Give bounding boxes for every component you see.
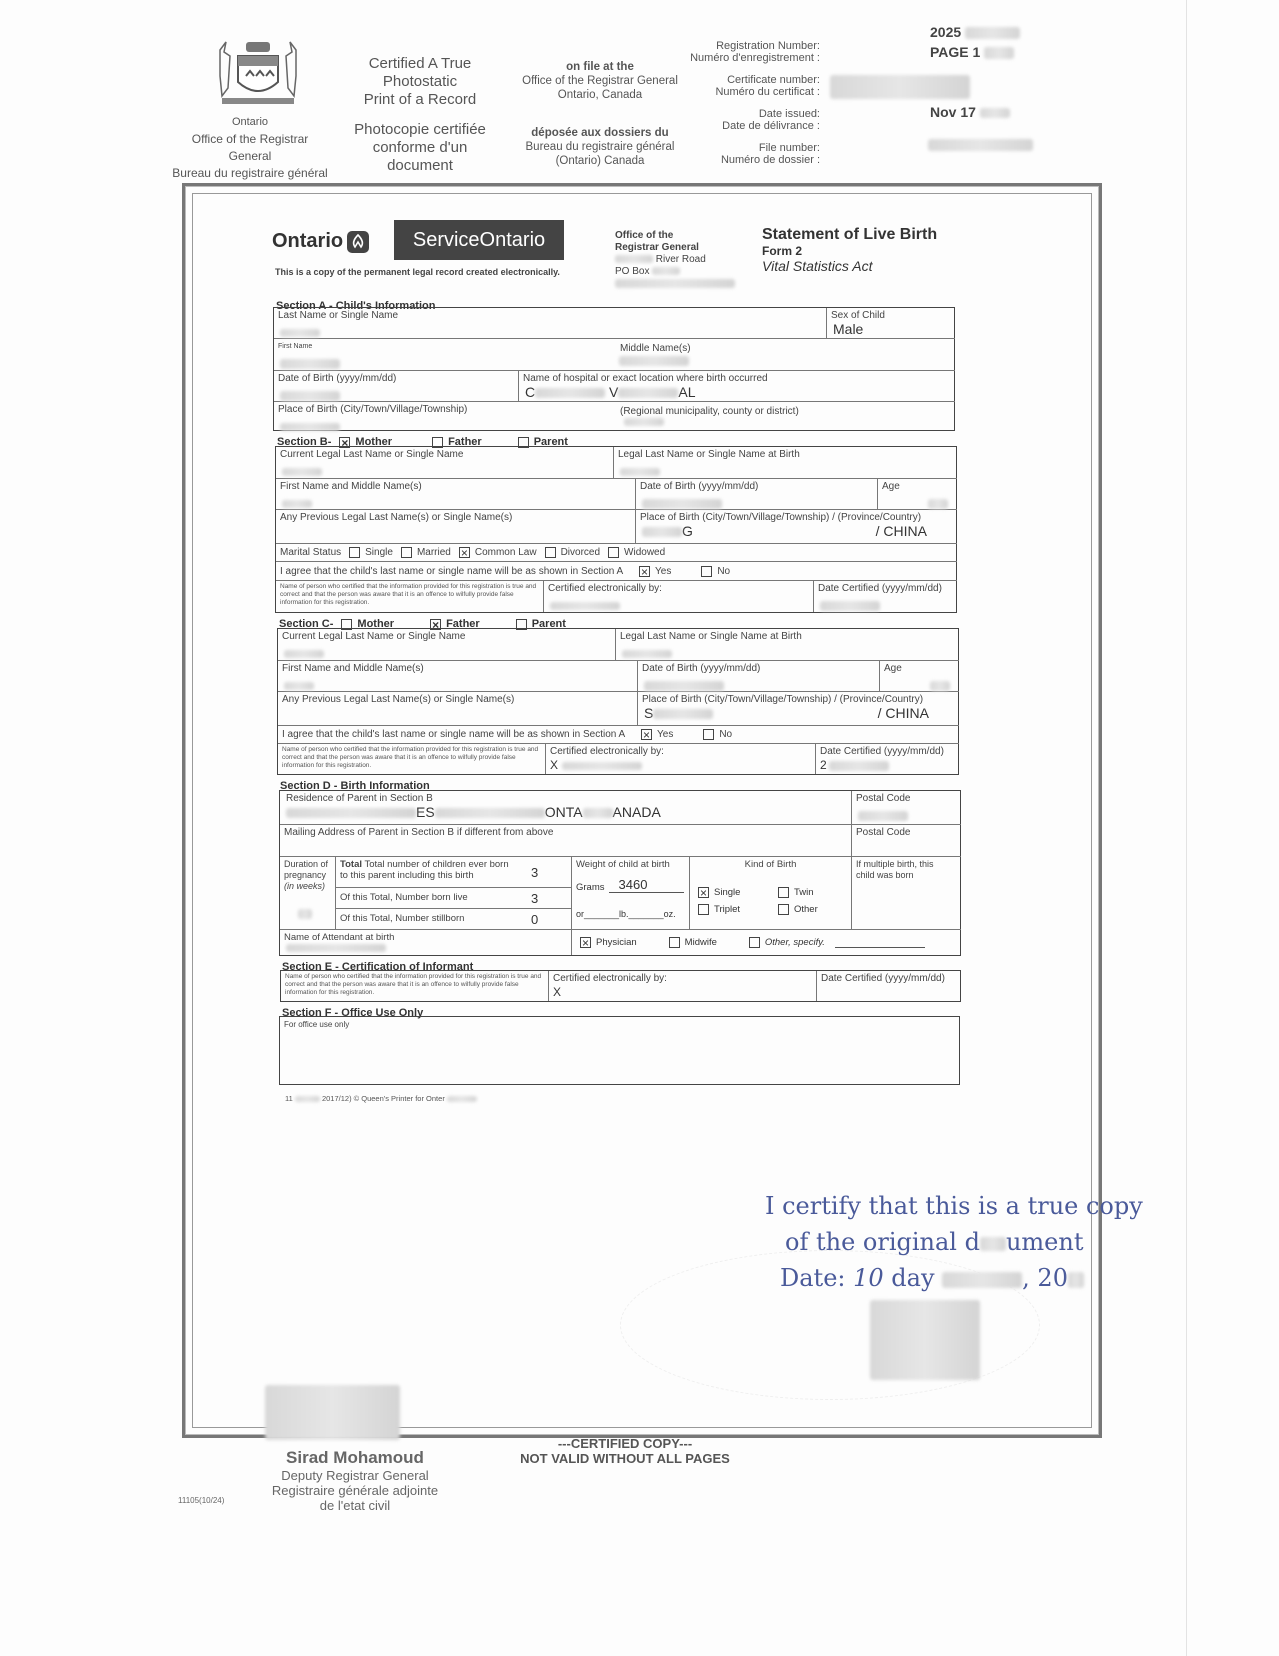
section-c-father-label: Father	[446, 618, 480, 630]
total-children-label-1: Total Total number of children ever born	[340, 859, 509, 870]
section-b-father-label: Father	[448, 436, 482, 448]
on-file-line-2: Office of the Registrar General	[522, 75, 678, 87]
mailing-address-label: Mailing Address of Parent in Section B if different from above	[284, 827, 554, 838]
attendant-value	[286, 944, 386, 952]
father-dob-value	[644, 681, 724, 691]
certified-fr-line-2: conforme d'un document	[372, 139, 468, 174]
certified-line-1: Certified A True	[368, 55, 472, 72]
certified-fr-line-1: Photocopie certifiée	[354, 121, 486, 138]
certificate-number-value	[830, 75, 970, 99]
lb-oz-line: or_______lb._______oz.	[576, 909, 676, 919]
page-edge	[1186, 0, 1187, 1656]
total-children-value: 3	[531, 865, 539, 880]
mother-pob-value: G / CHINA	[636, 524, 957, 539]
region-value	[624, 418, 664, 426]
section-b-box	[275, 446, 957, 613]
father-dob-label: Date of Birth (yyyy/mm/dd)	[642, 663, 761, 674]
residence-postal-label: Postal Code	[856, 793, 911, 804]
kind-twin-checkbox[interactable]	[778, 887, 789, 898]
informant-date-certified-label: Date Certified (yyyy/mm/dd)	[821, 973, 945, 984]
father-agree-yes-checkbox[interactable]	[641, 729, 652, 740]
child-first-name-label: First Name	[278, 343, 313, 350]
informant-certified-by-value: X	[553, 985, 562, 999]
attendant-physician-checkbox[interactable]	[580, 937, 591, 948]
born-live-label: Of this Total, Number born live	[340, 892, 468, 903]
father-date-certified-value: 2	[816, 758, 959, 772]
father-certified-by-label: Certified electronically by:	[550, 746, 664, 757]
office-block-line-2: Registrar General	[615, 242, 699, 253]
marital-widowed-label: Widowed	[624, 547, 666, 558]
mother-date-certified-label: Date Certified (yyyy/mm/dd)	[818, 583, 942, 594]
father-first-middle-label: First Name and Middle Name(s)	[282, 663, 424, 674]
mother-certified-by-label: Certified electronically by:	[548, 583, 662, 594]
father-agree-no-label: No	[719, 729, 733, 740]
kind-of-birth-label: Kind of Birth	[744, 859, 797, 870]
page-indicator: PAGE 1	[930, 42, 1020, 62]
registration-number-label: Registration Number:	[716, 40, 820, 52]
kind-other-checkbox[interactable]	[778, 904, 789, 915]
crest-label: Ontario	[231, 116, 269, 128]
file-number-value	[928, 136, 1033, 154]
mother-certifier-note: Name of person who certified that the information provided for this registration is true and correct and that the person was aware that it is an offence to wilfully provide false information for this registration.	[280, 583, 537, 606]
father-pob-label: Place of Birth (City/Town/Village/Township) / (Province/Country)	[642, 694, 924, 705]
region-label: (Regional municipality, county or district)	[620, 406, 799, 417]
mother-agree-no-label: No	[717, 565, 731, 577]
father-pob-value: S / CHINA	[644, 705, 929, 721]
child-place-value	[280, 423, 340, 431]
brand-ontario: Ontario	[272, 230, 344, 252]
duration-value	[298, 909, 312, 919]
attendant-other-specify-line[interactable]	[835, 938, 925, 948]
father-prev-names-label: Any Previous Legal Last Name(s) or Single Name(s)	[282, 694, 515, 705]
father-agree-label: I agree that the child's last name or single name will be as shown in Section A	[282, 729, 626, 740]
mother-first-middle-label: First Name and Middle Name(s)	[280, 481, 422, 492]
father-certified-by-value: X	[546, 758, 815, 772]
father-current-last-label: Current Legal Last Name or Single Name	[282, 631, 466, 642]
child-middle-name-value	[619, 356, 689, 366]
section-c-box	[277, 628, 959, 775]
mother-current-last-label: Current Legal Last Name or Single Name	[280, 449, 464, 460]
stamp-line-2: of the original d ument	[785, 1228, 1084, 1256]
form-code: 11105(10/24)	[178, 1496, 225, 1505]
father-age-value	[930, 681, 950, 691]
residence-postal-value	[858, 811, 908, 821]
signatory-title-en: Deputy Registrar General	[281, 1468, 429, 1483]
mother-dob-value	[642, 499, 722, 509]
section-d-box	[279, 790, 961, 956]
ontario-crest	[212, 36, 304, 112]
duration-label-1: Duration of	[284, 859, 329, 869]
signatory-title-fr-1: Registraire générale adjointe	[271, 1483, 439, 1498]
kind-twin: Twin	[770, 887, 850, 898]
child-last-name-label: Last Name or Single Name	[278, 310, 399, 321]
father-birth-last-value	[622, 650, 672, 658]
section-b-title: Section B-	[277, 436, 332, 448]
attendant-other-label: Other, specify.	[764, 937, 825, 948]
registration-number-label-fr: Numéro d'enregistrement :	[690, 52, 820, 64]
office-po-box: PO Box	[615, 266, 735, 278]
section-a-box	[273, 307, 955, 431]
father-age-label: Age	[884, 663, 902, 674]
certified-copy-notice: ---CERTIFIED COPY---	[557, 1436, 693, 1451]
marital-common-law-checkbox[interactable]	[459, 547, 470, 558]
kind-other: Other	[770, 904, 850, 915]
on-file-line-1: on file at the	[566, 61, 634, 73]
kind-single-checkbox[interactable]	[698, 887, 709, 898]
attendant-physician-label: Physician	[596, 937, 637, 948]
marital-divorced-label: Divorced	[560, 547, 601, 558]
all-pages-notice: NOT VALID WITHOUT ALL PAGES	[520, 1451, 730, 1466]
mother-agree-label: I agree that the child's last name or single name will be as shown in Section A	[280, 565, 624, 577]
mother-agree-yes-checkbox[interactable]	[639, 566, 650, 577]
coat-of-arms-icon	[212, 36, 304, 112]
mother-age-label: Age	[882, 481, 900, 492]
mother-dob-label: Date of Birth (yyyy/mm/dd)	[640, 481, 759, 492]
stillborn-value: 0	[531, 912, 539, 927]
duration-label-3: (in weeks)	[284, 881, 326, 891]
father-agree-no-checkbox[interactable]	[703, 729, 714, 740]
sex-of-child-label: Sex of Child	[831, 310, 885, 321]
grams-value: 3460	[609, 877, 684, 893]
mother-current-last-value	[282, 468, 322, 476]
attendant-label: Name of Attendant at birth	[284, 932, 395, 943]
office-en: Office of the Registrar General	[191, 132, 309, 163]
informant-certified-by-label: Certified electronically by:	[553, 973, 667, 984]
father-first-middle-value	[284, 682, 314, 690]
certificate-number-label: Certificate number:	[727, 74, 820, 86]
multiple-birth-label-2: child was born	[856, 870, 914, 880]
hospital-value: C V AL	[525, 384, 696, 400]
mother-birth-last-label: Legal Last Name or Single Name at Birth	[618, 449, 800, 460]
section-d-title: Section D - Birth Information	[280, 780, 430, 792]
form-number: Form 2	[762, 244, 803, 258]
section-a-title: Section A - Child's Information	[276, 300, 436, 312]
marital-divorced-checkbox[interactable]	[545, 547, 556, 558]
mother-date-certified-value	[820, 601, 880, 611]
section-c-title: Section C-	[279, 618, 334, 630]
born-live-value: 3	[531, 891, 539, 906]
attendant-other-checkbox[interactable]	[749, 937, 760, 948]
office-address: River Road	[615, 254, 735, 266]
weight-label: Weight of child at birth	[576, 859, 670, 870]
multiple-birth-label-1: If multiple birth, this	[856, 859, 934, 869]
office-use-note: For office use only	[284, 1020, 350, 1029]
date-issued-label: Date issued:	[758, 108, 820, 120]
date-issued-value: Nov 17	[930, 104, 1010, 120]
child-dob-value	[280, 391, 340, 401]
duration-label-2: pregnancy	[284, 870, 327, 880]
marital-married-checkbox[interactable]	[401, 547, 412, 558]
section-b-parent-label: Parent	[533, 436, 568, 448]
child-place-label: Place of Birth (City/Town/Village/Township)	[278, 404, 468, 415]
office-fr: Bureau du registraire général	[172, 166, 328, 180]
stamp-line-1: I certify that this is a true copy	[765, 1192, 1143, 1220]
kind-triplet-checkbox[interactable]	[698, 904, 709, 915]
office-block-line-1: Office of the	[615, 230, 674, 241]
section-f-title: Section F - Office Use Only	[282, 1007, 424, 1019]
section-e-box	[280, 970, 961, 1002]
father-date-certified-label: Date Certified (yyyy/mm/dd)	[820, 746, 944, 757]
certificate-number-label-fr: Numéro du certificat :	[715, 86, 820, 98]
kind-triplet: Triplet	[690, 904, 770, 915]
grams-label: Grams	[576, 882, 605, 893]
attendant-midwife-label: Midwife	[684, 937, 717, 948]
serviceontario-logo: ServiceOntario	[394, 220, 564, 260]
certified-line-3: Print of a Record	[363, 91, 477, 108]
file-number-label-fr: Numéro de dossier :	[720, 154, 820, 166]
registration-number-value: 2025	[930, 22, 1020, 42]
sex-of-child-value: Male	[833, 321, 864, 337]
marital-common-law-label: Common Law	[474, 547, 537, 558]
mother-birth-last-value	[620, 468, 660, 476]
residence-value: ES ONTA ANADA	[280, 805, 851, 820]
certified-line-2: Photostatic	[382, 73, 458, 90]
child-dob-label: Date of Birth (yyyy/mm/dd)	[278, 373, 397, 384]
stillborn-label: Of this Total, Number stillborn	[340, 913, 465, 924]
father-certifier-note: Name of person who certified that the information provided for this registration is true and correct and that the person was aware that it is an offence to wilfully provide false information for this registration.	[282, 746, 539, 769]
marital-single-label: Single	[365, 547, 393, 558]
signatory-title-fr-2: de l'etat civil	[319, 1498, 391, 1513]
date-issued-label-fr: Date de délivrance :	[722, 120, 820, 132]
form-act: Vital Statistics Act	[762, 258, 873, 274]
section-c-mother-label: Mother	[357, 618, 395, 630]
file-number-label: File number:	[758, 142, 820, 154]
stamp-line-3: Date: 10 day , 20	[780, 1264, 1084, 1292]
mother-agree-no-checkbox[interactable]	[701, 566, 712, 577]
office-city	[615, 278, 735, 290]
section-f-box	[279, 1016, 960, 1085]
child-last-name-value	[280, 329, 320, 337]
marital-widowed-checkbox[interactable]	[608, 547, 619, 558]
section-b-mother-label: Mother	[355, 436, 393, 448]
marital-single-checkbox[interactable]	[349, 547, 360, 558]
mother-first-middle-value	[282, 500, 312, 508]
child-first-name-value	[280, 359, 340, 369]
total-children-label-2: to this parent including this birth	[340, 870, 474, 881]
marital-married-label: Married	[416, 547, 451, 558]
informant-certifier-note: Name of person who certified that the information provided for this registration is true and correct and that the person was aware that it is an offence to wilfully provide false information for this registration.	[285, 973, 542, 996]
father-birth-last-label: Legal Last Name or Single Name at Birth	[620, 631, 802, 642]
marital-status-label: Marital Status	[280, 547, 342, 558]
hospital-label: Name of hospital or exact location where birth occurred	[523, 373, 768, 384]
mother-pob-label: Place of Birth (City/Town/Village/Township) / (Province/Country)	[640, 512, 922, 523]
signatory-name: Sirad Mohamoud	[286, 1448, 424, 1467]
section-e-title: Section E - Certification of Informant	[282, 961, 474, 973]
stamp-signature-redacted	[870, 1300, 980, 1380]
child-middle-name-label: Middle Name(s)	[620, 343, 691, 354]
form-footer-code: 11 2017/12) © Queen's Printer for Onter	[285, 1094, 477, 1103]
copy-note: This is a copy of the permanent legal record created electronically.	[275, 267, 560, 277]
mailing-postal-label: Postal Code	[856, 827, 911, 838]
mother-age-value	[928, 499, 948, 509]
mother-prev-names-label: Any Previous Legal Last Name(s) or Single Name(s)	[280, 512, 513, 523]
father-agree-yes-label: Yes	[657, 729, 674, 740]
on-file-fr-line-2: Bureau du registraire général	[525, 141, 675, 153]
residence-label: Residence of Parent in Section B	[286, 793, 433, 804]
kind-single: ×Single	[690, 887, 770, 898]
form-title: Statement of Live Birth	[762, 226, 938, 243]
mother-agree-yes-label: Yes	[655, 565, 672, 577]
on-file-line-3: Ontario, Canada	[557, 89, 643, 101]
trillium-icon	[347, 231, 369, 253]
attendant-midwife-checkbox[interactable]	[669, 937, 680, 948]
section-c-parent-label: Parent	[531, 618, 566, 630]
on-file-fr-line-1: déposée aux dossiers du	[531, 127, 669, 139]
father-current-last-value	[284, 650, 324, 658]
mother-certified-by-value	[550, 602, 620, 610]
signature-redacted	[265, 1385, 400, 1440]
on-file-fr-line-3: (Ontario) Canada	[555, 155, 645, 167]
